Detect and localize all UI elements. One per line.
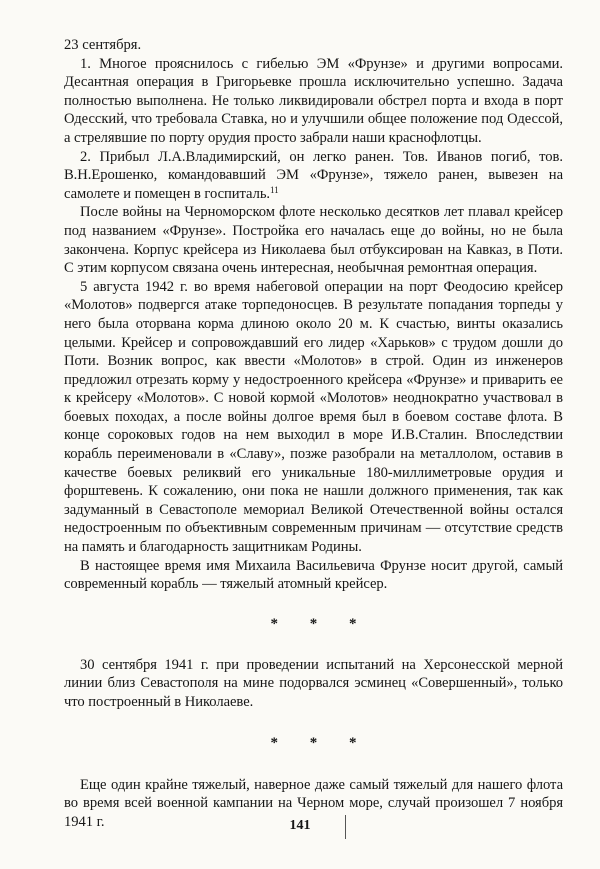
margin-mark [345, 815, 346, 839]
section-separator: * * * [270, 734, 371, 751]
section-2-paragraph: 30 сентября 1941 г. при проведении испытаний на Херсонесской мерной линии близ Севастополя на мине подорвался эсминец «Совершенный», только что построенный в Николаеве. [64, 656, 563, 710]
paragraph-2-text: 2. Прибыл Л.А.Владимирский, он легко ранен. Тов. Иванов погиб, тов. В.Н.Ерошенко, командовавший ЭМ «Фрунзе», тяжело ранен, вывезен на самолете и помещен в госпиталь. [64, 148, 563, 202]
paragraph-2 [64, 148, 563, 204]
page-number [0, 818, 600, 834]
page-number-text: 141 [289, 818, 311, 833]
section-separator: * * * [270, 615, 371, 632]
paragraph-4: 5 августа 1942 г. во время набеговой операции на порт Феодосию крейсер «Молотов» подвергся атаке торпедоносцев. В результате попадания торпеды у него была оторвана корма длиною около 20 м. К счастью, винты оказались целыми. Крейсер и сопровождавший его лидер «Харьков» с трудом дошли до Поти. Возник вопрос, как ввести «Молотов» в строй. Один из инженеров предложил отрезать корму у недостроенного крейсера «Фрунзе» и приварить ее к крейсеру «Молотов». С новой кормой «Молотов» неоднократно участвовал в боевых походах, а после войны долгое время был в боевом составе флота. В конце сороковых годов на нем выходил в море И.В.Сталин. Впоследствии корабль переименовали в «Славу», позже разобрали на металлолом, оставив в качестве боевых реликвий его уникальные 180-миллиметровые орудия и форштевень. К сожалению, они пока не нашли должного применения, так как задуманный в Севастополе мемориал Великой Отечественной войны остался недостроенным по объективным современным причинам — отсутствие средств на память и благодарность защитникам Родины. [64, 278, 563, 556]
paragraph-5: В настоящее время имя Михаила Васильевича Фрунзе носит другой, самый современный корабль — тяжелый атомный крейсер. [64, 557, 563, 593]
section-3-paragraph: Еще один крайне тяжелый, наверное даже самый тяжелый для нашего флота во время всей военной кампании на Черном море, случай произошел 7 ноября 1941 г. [64, 776, 563, 830]
paragraph-1: 1. Многое прояснилось с гибелью ЭМ «Фрунзе» и другими вопросами. Десантная операция в Григорьевке прошла исключительно успешно. Задача полностью выполнена. Не только ликвидировали обстрел порта и входа в порт Одесский, что требовала Ставка, но и улучшили общее положение под Одессой, а стрелявшие по порту орудия просто забрали наши краснофлотцы. [64, 55, 563, 146]
entry-date: 23 сентября. [64, 37, 142, 53]
paragraph-3: После войны на Черноморском флоте несколько десятков лет плавал крейсер под названием «Фрунзе». Постройка его началась еще до войны, но не была закончена. Корпус крейсера из Николаева был отбуксирован на Кавказ, в Поти. С этим корпусом связана очень интересная, необычная ремонтная операция. [64, 204, 563, 277]
footnote-marker: 11 [270, 184, 279, 195]
